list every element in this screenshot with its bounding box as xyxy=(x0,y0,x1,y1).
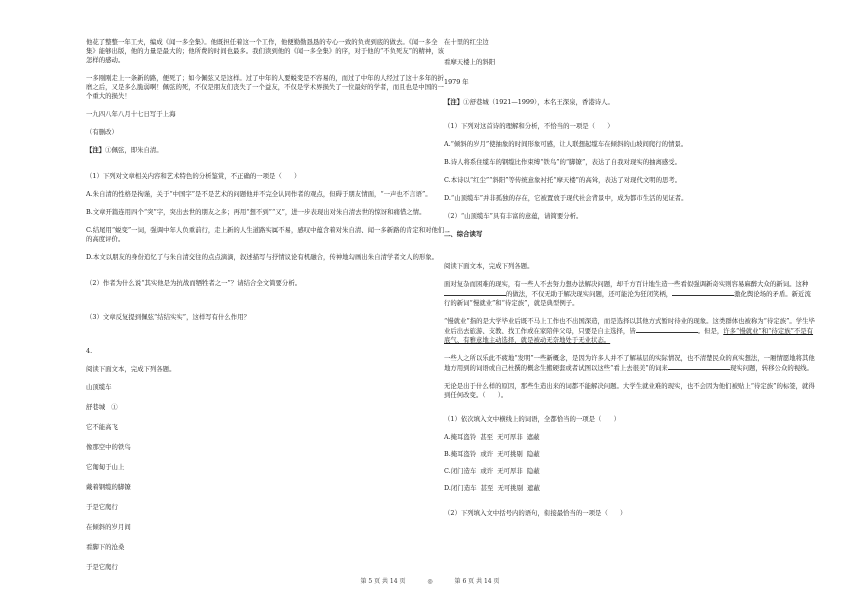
option-word: 或许 xyxy=(480,450,494,458)
fill-blank xyxy=(668,363,730,370)
passage-text: 现实问题，转移公众的视线。 xyxy=(729,364,813,372)
option-d xyxy=(444,484,816,493)
option-d: D.本文以朋友的身份追忆了与朱自清交往的点点滴滴，叙述描写与抒情议论有机融合，传神地勾画出朱自清学者文人的形象。 xyxy=(86,253,439,261)
option-a xyxy=(444,433,816,442)
poem-author-name: 舒巷城 xyxy=(86,403,106,411)
question-2: （2）“山顶缆车”具有丰富的意蕴，请简要分析。 xyxy=(444,212,583,220)
right-page-number: 第 6 页 共 14 页 xyxy=(454,578,500,585)
poem-line: 它不能高飞 xyxy=(86,423,118,431)
page-footer xyxy=(0,576,860,585)
option-word: 隐蔽 xyxy=(526,450,540,458)
option-b: B.文章开篇连用四个“突”字，突出去世的朋友之多；再用“想不到”“又”，进一步表现出对朱自清去世的惊讶和痛惜之情。 xyxy=(86,208,426,216)
footnote xyxy=(444,98,816,107)
poem-note-number: ① xyxy=(111,403,118,411)
fill-blank xyxy=(672,289,734,296)
section-title: 二、综合读写 xyxy=(444,230,483,238)
question-3: （3）文章反复提到佩弦“结结实实”，这样写有什么作用？ xyxy=(86,313,250,321)
option-c xyxy=(444,467,816,476)
option-word: 遮蔽 xyxy=(526,433,540,441)
right-column xyxy=(444,38,816,527)
page-separator: ◎ xyxy=(427,578,433,585)
option-word: D.闭门造车 xyxy=(444,484,477,492)
option-word: B.掩耳盗铃 xyxy=(444,450,477,458)
passage-text: “慢就业”指的是大学毕业后既不马上工作也不出国深造，而是选择以其他方式暂时待业的现象。这类群体也被称为“待定族”。学生毕业后出去旅游、支教、找工作或在家陪伴父母，只要是自主选择，皆 xyxy=(444,317,815,335)
passage-text: 一些人之所以乐此不疲地“发明”一些新概念，是因为许多人并不了解基层的实际情况，也不清楚民众的真实想法，一厢情愿地将其他地方用到的词语或自己杜撰的概念生搬硬套或者试图以这些“看上去很美”的词来 xyxy=(444,354,815,372)
option-a: A.“倾斜的岁月”使抽象的时间形象可感，让人联想起缆车在倾斜的山坡间爬行的情景。 xyxy=(444,140,688,148)
poem-line: 它匍匐于山上 xyxy=(86,463,125,471)
footnote-number: ① xyxy=(105,146,112,154)
option-word: 无可挑剔 xyxy=(497,450,523,458)
option-c: C.本诗以“红尘”“斜阳”等传统意象衬托“摩天楼”的高耸，表达了对现代文明的思考。 xyxy=(444,176,682,184)
footnote-label: 【注】 xyxy=(444,98,464,106)
option-word: A.掩耳盗铃 xyxy=(444,433,477,441)
option-d: D.“山顶缆车”并非孤独的存在，它被置放于现代社会背景中，成为都市生活的见证者。 xyxy=(444,194,688,202)
option-word: 无可厚非 xyxy=(497,433,523,441)
left-page-number: 第 5 页 共 14 页 xyxy=(360,578,406,585)
poem-line: 戴着钢缆的脚镣 xyxy=(86,483,131,491)
option-word: 甚至 xyxy=(480,484,494,492)
option-word: 无可厚非 xyxy=(497,467,523,475)
passage-paragraph xyxy=(444,280,816,308)
footnote-number: ① xyxy=(463,98,470,106)
section-intro: 阅读下面文本，完成下列各题。 xyxy=(444,262,534,270)
option-word: 或许 xyxy=(480,467,494,475)
underlined-sentence: 许多“慢就业”和“待定族”不是有底气、有雅意地主动选择，就是被动无奈地处于无业状态。 xyxy=(444,327,814,344)
question-1: （1）下列对文章相关内容和艺术特色的分析鉴赏，不正确的一项是（ ） xyxy=(86,172,301,180)
fill-blank xyxy=(636,326,698,333)
left-column xyxy=(86,38,446,583)
passage-text: 激化舆论场的矛盾。新近流行的新词“慢就业”和“待定族”，就是典型例子。 xyxy=(444,290,811,307)
option-c: C.结尾用“蜕变”一词，强调中年人负重前行，走上新的人生道路实属不易，感叹中蕴含着对朱自清、闻一多新路的肯定和对他们的高度评价。 xyxy=(86,226,445,243)
section-intro: 阅读下面文本，完成下列各题。 xyxy=(86,365,176,373)
option-word: 甚至 xyxy=(480,433,494,441)
paragraph: 他花了整整一年工夫，编成《闻一多全集》。他既担任着这一个工作，他便勤勤恳恳的专心一致的负责到底的做去。《闻一多全集》能够出版，他的力量是最大的；他所费的时间也最多。我们读到他的《闻一多全集》的序，对于他的“不负死友”的精神，该怎样的感动。 xyxy=(86,38,445,64)
footnote-label: 【注】 xyxy=(86,146,106,154)
poem-title: 山顶缆车 xyxy=(86,383,112,391)
poem-line: 于是它爬行 xyxy=(86,563,118,571)
footnote-text: 佩弦，即朱自清。 xyxy=(111,146,163,154)
source-note: （有删改） xyxy=(86,128,118,136)
poem-line: 像那空中的铁鸟 xyxy=(86,443,131,451)
option-b xyxy=(444,450,816,459)
option-word: C.闭门造车 xyxy=(444,467,477,475)
passage-paragraph xyxy=(444,317,816,345)
passage-text: 的做法，不仅无助于解决现实问题，还可能沦为狂闭笑柄， xyxy=(506,290,673,298)
poem-author xyxy=(86,403,446,412)
question-1: （1）下列对这首诗的理解和分析，不恰当的一项是（ ） xyxy=(444,122,614,130)
passage-text: 面对复杂而困难的现实，有一些人不去努力想办法解决问题，却千方百计地生造一些看似强调新奇实则容易麻醉大众的新词。这种 xyxy=(444,280,809,288)
option-word: 遮蔽 xyxy=(527,484,540,492)
question-3: （1）依次填入文中横线上的词语，全都恰当的一项是（ ） xyxy=(444,415,621,423)
date-line: 一九四八年八月十七日写于上海 xyxy=(86,110,176,118)
question-4: （2）下列填入文中括号内的语句，衔接最恰当的一项是（ ） xyxy=(444,509,627,517)
poem-line: 看摩天楼上的斜阳 xyxy=(444,58,496,66)
question-2: （2）作者为什么说“其实他是为抗战而牺牲者之一”？请结合全文简要分析。 xyxy=(86,279,302,287)
poem-year: 1979 年 xyxy=(444,78,469,86)
fill-blank xyxy=(444,289,506,296)
passage-text: 。但是， xyxy=(697,327,724,335)
section-number: 4. xyxy=(86,347,93,355)
option-b: B.诗人将系住缆车的钢缆比作束缚“铁鸟”的“脚镣”，表达了自我对现实的抽离感受。 xyxy=(444,158,682,166)
footnote xyxy=(86,146,446,155)
poem-line: 于是它爬行 xyxy=(86,503,118,511)
poem-line: 看脚下的沧桑 xyxy=(86,543,125,551)
option-word: 隐蔽 xyxy=(526,467,540,475)
option-a: A.朱自清的性格是拘谨，关于“中国字”是不是艺术的问题他并不完全认同作者的观点，但碍于朋友情面，“一声也不言语”。 xyxy=(86,190,432,198)
footnote-text: 舒巷城（1921—1999），本名王深泉，香港诗人。 xyxy=(469,98,614,106)
paragraph: 一多刚刚走上一条新的路，便死了；如今佩弦又是这样。过了中年的人要蜕变是不容易的，而过了中年的人经过了这十多年的折磨之后，又是多么脆弱啊！佩弦的死，不仅是朋友们丧失了一个益友，不仅是学术界损失了一位最好的学者，而且也是中国的一个重大的损失！ xyxy=(86,74,444,100)
poem-line: 在十里的红尘边 xyxy=(444,38,489,46)
poem-line: 在倾斜的岁月间 xyxy=(86,523,131,531)
passage-paragraph: 无论是出于什么样的原因，那些生造出来的词都不能解决问题。大学生就业难的现实，也不会因为他们被贴上“待定族”的标签，就得到任何改变。（ ）。 xyxy=(444,382,815,399)
option-word: 无可挑剔 xyxy=(497,484,523,492)
passage-paragraph xyxy=(444,354,816,373)
